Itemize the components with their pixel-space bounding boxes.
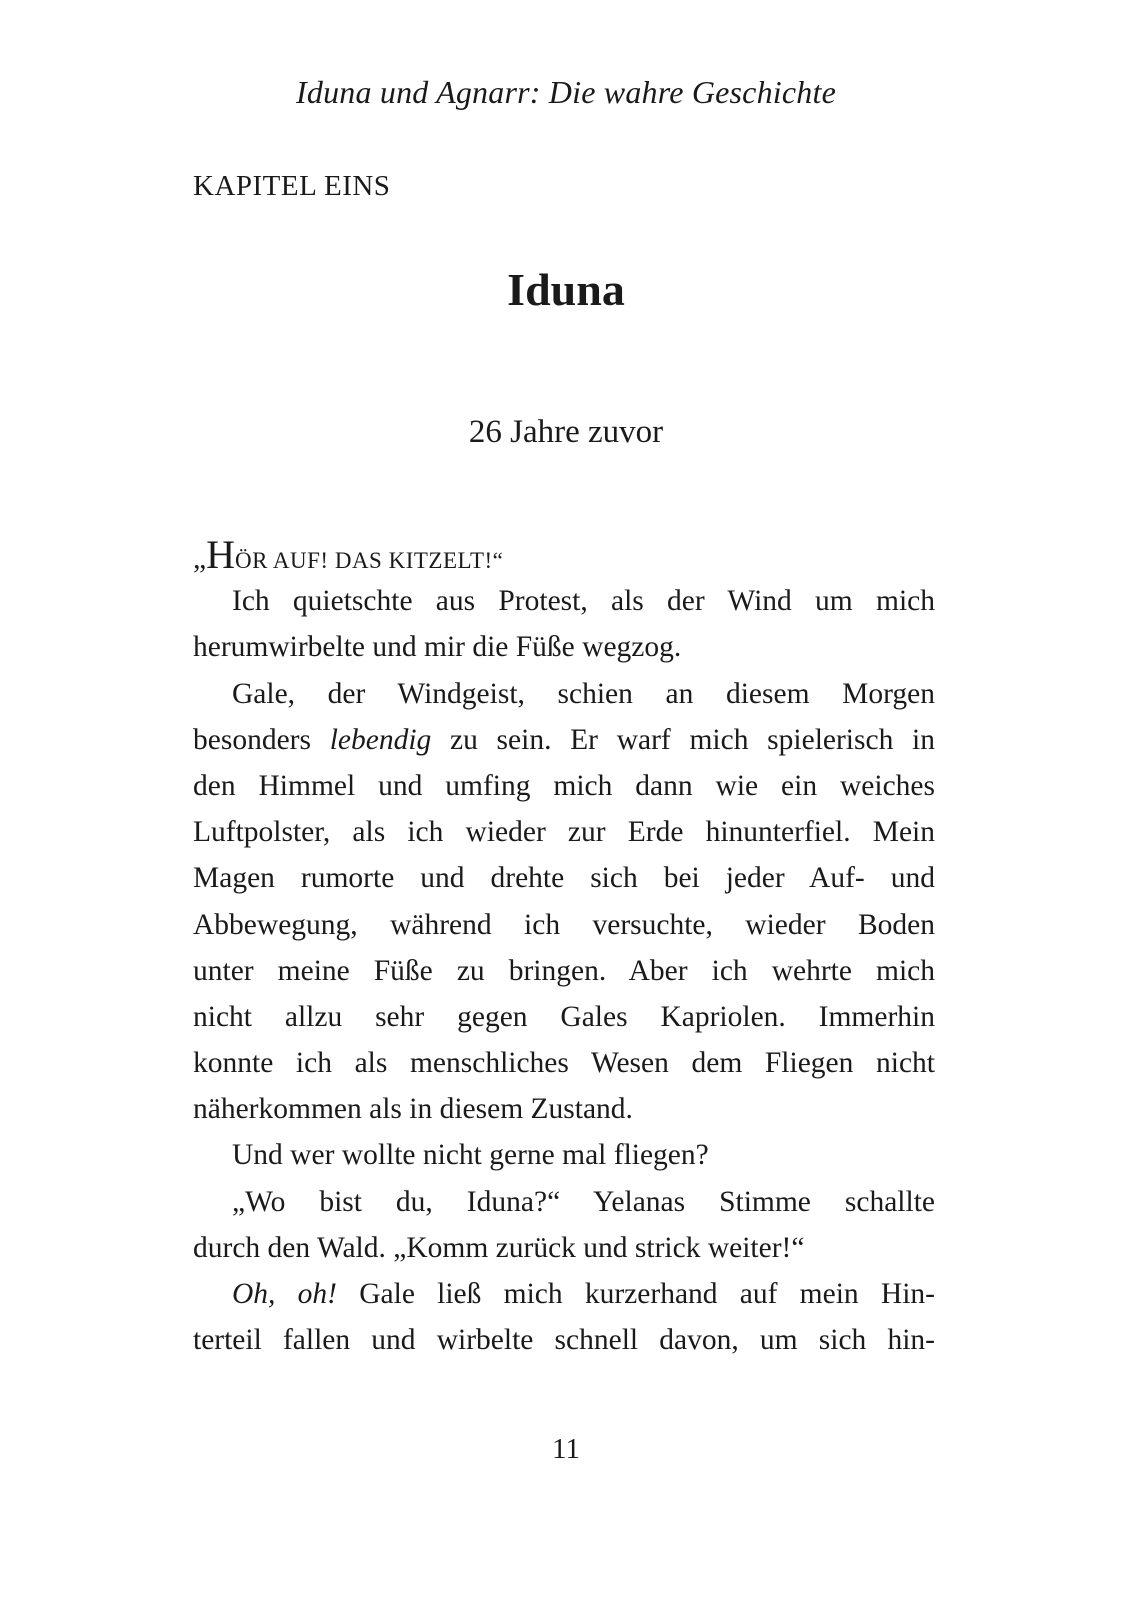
body-line: Magen rumorte und drehte sich bei jeder Auf- und [193,862,935,895]
body-line: Gale, der Windgeist, schien an diesem Morgen [232,677,935,710]
body-line: Abbewegung, während ich versuchte, wieder Boden [193,908,935,941]
opening-line [193,532,935,578]
opening-small-caps: ÖR AUF! DAS KITZELT!“ [234,548,504,573]
body-text [193,532,935,1363]
opening-quote-mark: „ [193,543,207,575]
body-line: „Wo bist du, Iduna?“ Yelanas Stimme schallte [232,1185,935,1218]
chapter-title: Iduna [507,264,625,315]
text-segment: Gale ließ mich kurzerhand auf mein Hin- [337,1278,935,1310]
chapter-label: KAPITEL EINS [193,170,391,202]
body-line: terteil fallen und wirbelte schnell davon, um sich hin- [193,1324,935,1357]
body-line: näherkommen als in diesem Zustand. [193,1093,633,1126]
emphasis-text: Oh, oh! [232,1278,337,1310]
page-number: 11 [552,1433,580,1465]
text-segment: besonders [193,723,330,756]
running-header: Iduna und Agnarr: Die wahre Geschichte [296,74,836,110]
body-line: nicht allzu sehr gegen Gales Kapriolen. Immerhin [193,1000,935,1033]
body-line: herumwirbelte und mir die Füße wegzog. [193,631,682,664]
body-line: durch den Wald. „Komm zurück und strick weiter!“ [193,1231,805,1264]
body-line [193,717,935,763]
chapter-subtitle: 26 Jahre zuvor [468,414,664,450]
body-line [193,1271,935,1317]
body-line: konnte ich als menschliches Wesen dem Fliegen nicht [193,1047,935,1080]
body-line: Luftpolster, als ich wieder zur Erde hinunterfiel. Mein [193,816,935,849]
body-line: unter meine Füße zu bringen. Aber ich wehrte mich [193,954,935,987]
body-line: Ich quietschte aus Protest, als der Wind um mich [232,585,935,618]
emphasis-text: lebendig [329,723,432,756]
text-segment: zu sein. Er warf mich spielerisch in [431,723,935,756]
drop-cap: H [206,532,235,577]
body-line: den Himmel und umfing mich dann wie ein weiches [193,769,935,802]
body-line: Und wer wollte nicht gerne mal fliegen? [232,1139,709,1172]
